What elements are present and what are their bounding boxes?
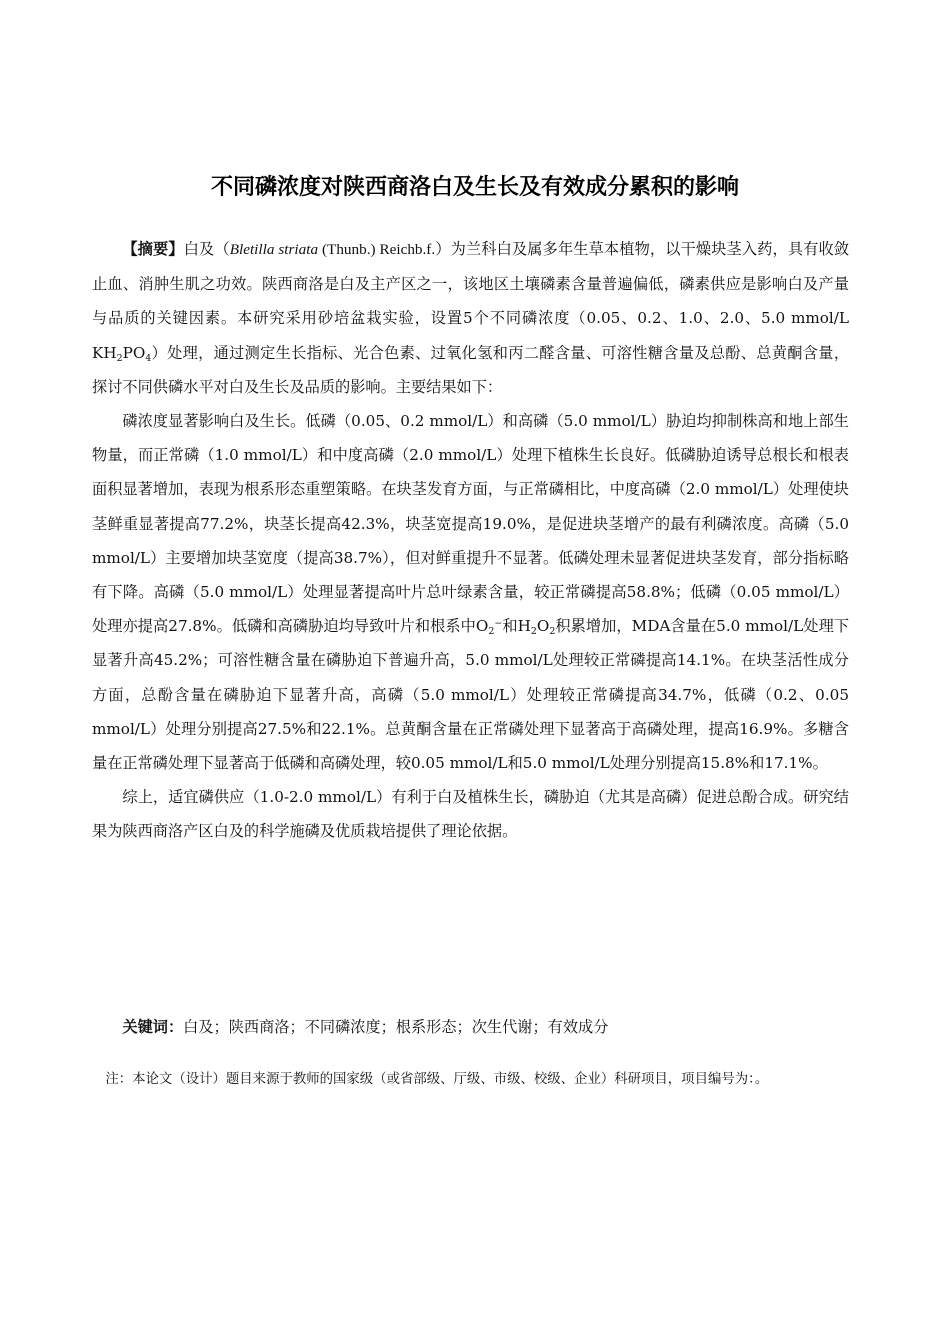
species-authority: (Thunb.) Reichb.f.	[318, 241, 436, 258]
abstract-text: 和H	[502, 617, 531, 636]
abstract-text: 积累增加，MDA含量在5.0 mmol/L处理下显著升高45.2%；可溶性糖含量在磷胁迫下普遍升高，5.0 mmol/L处理较正常磷提高14.1%。在块茎活性成分方面，总酚含量在磷胁迫下显著升高，高磷（5.0 mmol/L）处理较正常磷提高34.7%，低磷（0.2、0.05 mmol/L）处理分别提高27.5%和22.1%。总黄酮含量在正常磷处理下显著高于高磷处理，提高16.9%。多糖含量在正常磷处理下显著高于低磷和高磷处理，较0.05 mmol/L和5.0 mmol/L处理分别提高15.8%和17.1%。	[92, 617, 850, 773]
keywords-label: 关键词：	[122, 1018, 184, 1036]
keywords-text: 白及；陕西商洛；不同磷浓度；根系形态；次生代谢；有效成分	[183, 1018, 609, 1036]
abstract-label: 【摘要】	[122, 240, 184, 258]
abstract-text: 磷浓度显著影响白及生长。低磷（0.05、0.2 mmol/L）和高磷（5.0 mmol/L）胁迫均抑制株高和地上部生物量，而正常磷（1.0 mmol/L）和中度高磷（2.0 mmol/L）处理下植株生长良好。低磷胁迫诱导总根长和根表面积显著增加，表现为根系形态重塑策略。在块茎发育方面，与正常磷相比，中度高磷（2.0 mmol/L）处理使块茎鲜重显著提高77.2%，块茎长提高42.3%，块茎宽提高19.0%，是促进块茎增产的最有利磷浓度。高磷（5.0 mmol/L）主要增加块茎宽度（提高38.7%），但对鲜重提升不显著。低磷处理未显著促进块茎发育，部分指标略有下降。高磷（5.0 mmol/L）处理显著提高叶片总叶绿素含量，较正常磷提高58.8%；低磷（0.05 mmol/L）处理亦提高27.8%。低磷和高磷胁迫均导致叶片和根系中O	[92, 412, 849, 636]
keywords	[92, 1011, 849, 1043]
paper-title: 不同磷浓度对陕西商洛白及生长及有效成分累积的影响	[210, 175, 739, 200]
abstract-paragraph-3: 综上，适宜磷供应（1.0-2.0 mmol/L）有利于白及植株生长，磷胁迫（尤其是高磷）促进总酚合成。研究结果为陕西商洛产区白及的科学施磷及优质栽培提供了理论依据。	[92, 788, 849, 841]
subscript: 2	[488, 626, 495, 638]
abstract-text: O	[536, 617, 550, 636]
abstract	[92, 232, 849, 849]
abstract-text: ）处理，通过测定生长指标、光合色素、过氧化氢和丙二醛含量、可溶性糖含量及总酚、总黄酮含量，探讨不同供磷水平对白及生长及品质的影响。主要结果如下：	[92, 343, 849, 396]
abstract-text: PO	[122, 343, 146, 362]
subscript: 2	[530, 626, 537, 638]
species-name: Bletilla striata	[229, 241, 319, 258]
abstract-text: ）为兰科白及属多年生草本植物，以干燥块茎入药，具有收敛止血、消肿生肌之功效。陕西商洛是白及主产区之一，该地区土壤磷素含量普遍偏低，磷素供应是影响白及产量与品质的关键因素。本研究采用砂培盆栽实验，设置5个不同磷浓度（0.05、0.2、1.0、2.0、5.0 mmol/L KH	[92, 240, 850, 362]
subscript: 4	[145, 352, 152, 364]
abstract-paragraph-1	[92, 232, 849, 404]
superscript: −	[494, 618, 503, 630]
subscript: 2	[116, 352, 123, 364]
subscript: 2	[549, 626, 556, 638]
abstract-paragraph-2	[92, 404, 849, 780]
footnote: 注：本论文（设计）题目来源于教师的国家级（或省部级、厅级、市级、校级、企业）科研项目，项目编号为：。	[105, 1072, 769, 1087]
abstract-text: 白及（	[183, 240, 230, 258]
